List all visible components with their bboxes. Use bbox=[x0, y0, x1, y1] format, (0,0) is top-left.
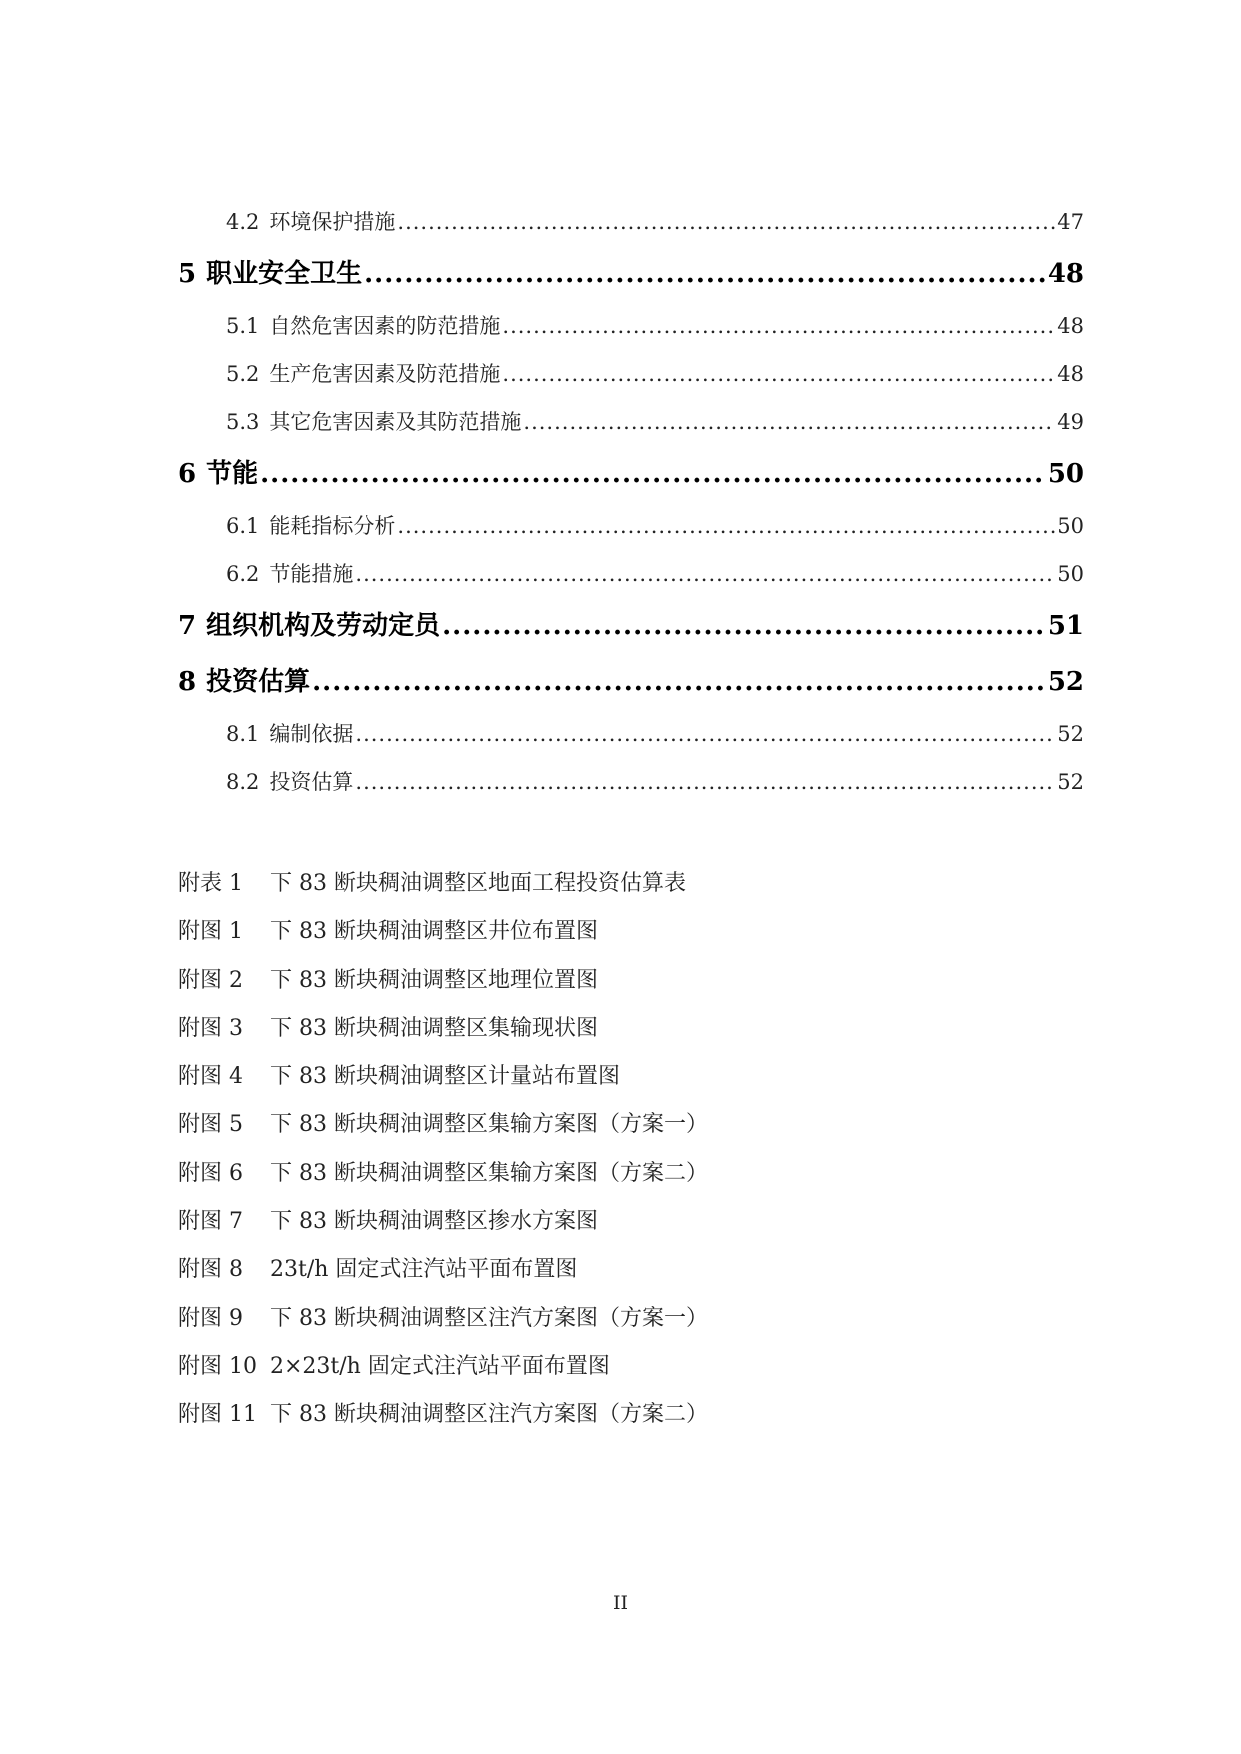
toc-chapter-number: 6 bbox=[178, 459, 197, 489]
appendix-label: 附图 11 bbox=[178, 1402, 257, 1428]
toc-entry-title: 节能措施 bbox=[269, 562, 354, 586]
toc-chapter-page: 48 bbox=[1047, 259, 1084, 289]
toc-entry-5-2[interactable] bbox=[178, 350, 1084, 398]
toc-entry-page: 48 bbox=[1057, 362, 1084, 386]
toc-entry-page: 47 bbox=[1057, 210, 1084, 234]
page-number: II bbox=[612, 1592, 628, 1614]
toc-chapter-number: 8 bbox=[178, 667, 197, 697]
appendix-item[interactable] bbox=[178, 1198, 1084, 1246]
toc-dot-leader bbox=[355, 710, 1055, 758]
toc-entry-title: 自然危害因素的防范措施 bbox=[269, 314, 501, 338]
toc-chapter-title: 节能 bbox=[206, 459, 259, 489]
toc-chapter-page: 50 bbox=[1047, 459, 1084, 489]
toc-entry-page: 52 bbox=[1057, 770, 1084, 794]
toc-dot-leader bbox=[260, 446, 1046, 502]
appendix-title: 下 83 断块稠油调整区集输现状图 bbox=[270, 1015, 598, 1041]
toc-chapter-page: 51 bbox=[1047, 611, 1084, 641]
toc-dot-leader bbox=[355, 550, 1055, 598]
toc-chapter-number: 5 bbox=[178, 259, 197, 289]
toc-chapter-7[interactable] bbox=[178, 598, 1084, 654]
toc-entry-number: 5.1 bbox=[226, 314, 260, 338]
toc-entry-page: 52 bbox=[1057, 722, 1084, 746]
toc-entry-number: 6.1 bbox=[226, 514, 260, 538]
appendix-label: 附图 5 bbox=[178, 1112, 243, 1138]
toc-entry-number: 4.2 bbox=[226, 210, 260, 234]
appendix-label: 附图 2 bbox=[178, 967, 243, 993]
toc-dot-leader bbox=[312, 654, 1046, 710]
toc-entry-title: 其它危害因素及其防范措施 bbox=[269, 410, 522, 434]
appendix-item[interactable] bbox=[178, 957, 1084, 1005]
appendix-title: 下 83 断块稠油调整区注汽方案图（方案一） bbox=[270, 1305, 708, 1331]
toc-entry-number: 5.3 bbox=[226, 410, 260, 434]
toc-dot-leader bbox=[364, 246, 1046, 302]
toc-entry-number: 6.2 bbox=[226, 562, 260, 586]
appendix-label: 附图 7 bbox=[178, 1209, 243, 1235]
toc-entry-8-2[interactable] bbox=[178, 758, 1084, 806]
appendix-item[interactable] bbox=[178, 860, 1084, 908]
appendix-title: 2×23t/h 固定式注汽站平面布置图 bbox=[270, 1353, 610, 1379]
appendix-item[interactable] bbox=[178, 1053, 1084, 1101]
appendix-label: 附图 3 bbox=[178, 1015, 243, 1041]
appendix-title: 下 83 断块稠油调整区地理位置图 bbox=[270, 967, 598, 993]
appendix-title: 下 83 断块稠油调整区集输方案图（方案二） bbox=[270, 1160, 708, 1186]
toc-chapter-5[interactable] bbox=[178, 246, 1084, 302]
toc-entry-6-1[interactable] bbox=[178, 502, 1084, 550]
toc-entry-page: 49 bbox=[1057, 410, 1084, 434]
toc-entry-page: 50 bbox=[1057, 562, 1084, 586]
appendix-label: 附表 1 bbox=[178, 871, 243, 896]
toc-dot-leader bbox=[502, 302, 1055, 350]
appendix-title: 下 83 断块稠油调整区井位布置图 bbox=[270, 919, 598, 945]
toc-entry-number: 5.2 bbox=[226, 362, 260, 386]
appendix-list bbox=[178, 860, 1084, 1440]
toc-dot-leader bbox=[502, 350, 1055, 398]
toc-entry-page: 48 bbox=[1057, 314, 1084, 338]
appendix-label: 附图 8 bbox=[178, 1257, 243, 1283]
toc-chapter-title: 组织机构及劳动定员 bbox=[206, 611, 441, 641]
appendix-item[interactable] bbox=[178, 1343, 1084, 1391]
toc-dot-leader bbox=[355, 758, 1055, 806]
appendix-label: 附图 4 bbox=[178, 1064, 243, 1090]
toc-entry-title: 能耗指标分析 bbox=[269, 514, 396, 538]
appendix-title: 下 83 断块稠油调整区计量站布置图 bbox=[270, 1064, 620, 1090]
toc-chapter-page: 52 bbox=[1047, 667, 1084, 697]
appendix-item[interactable] bbox=[178, 1295, 1084, 1343]
appendix-label: 附图 1 bbox=[178, 919, 243, 945]
toc-entry-6-2[interactable] bbox=[178, 550, 1084, 598]
toc-dot-leader bbox=[397, 502, 1055, 550]
toc-dot-leader bbox=[397, 198, 1055, 246]
toc-chapter-number: 7 bbox=[178, 611, 197, 641]
appendix-item[interactable] bbox=[178, 1101, 1084, 1149]
appendix-label: 附图 6 bbox=[178, 1160, 243, 1186]
toc-entry-title: 环境保护措施 bbox=[269, 210, 396, 234]
appendix-item[interactable] bbox=[178, 1246, 1084, 1294]
toc-entry-page: 50 bbox=[1057, 514, 1084, 538]
appendix-title: 下 83 断块稠油调整区集输方案图（方案一） bbox=[270, 1112, 708, 1138]
toc-entry-title: 投资估算 bbox=[269, 770, 354, 794]
appendix-label: 附图 9 bbox=[178, 1305, 243, 1331]
toc-entry-4-2[interactable] bbox=[178, 198, 1084, 246]
toc-entry-5-1[interactable] bbox=[178, 302, 1084, 350]
toc-entry-title: 生产危害因素及防范措施 bbox=[269, 362, 501, 386]
toc-chapter-title: 职业安全卫生 bbox=[206, 259, 363, 289]
toc-chapter-6[interactable] bbox=[178, 446, 1084, 502]
appendix-title: 下 83 断块稠油调整区注汽方案图（方案二） bbox=[270, 1402, 708, 1428]
toc-dot-leader bbox=[442, 598, 1046, 654]
appendix-title: 下 83 断块稠油调整区地面工程投资估算表 bbox=[270, 871, 686, 896]
toc-entry-8-1[interactable] bbox=[178, 710, 1084, 758]
toc-entry-5-3[interactable] bbox=[178, 398, 1084, 446]
toc-entry-number: 8.2 bbox=[226, 770, 260, 794]
appendix-item[interactable] bbox=[178, 908, 1084, 956]
toc-chapter-title: 投资估算 bbox=[206, 667, 311, 697]
appendix-title: 23t/h 固定式注汽站平面布置图 bbox=[270, 1257, 578, 1283]
toc-entry-number: 8.1 bbox=[226, 722, 260, 746]
toc-chapter-8[interactable] bbox=[178, 654, 1084, 710]
table-of-contents bbox=[178, 198, 1084, 806]
appendix-item[interactable] bbox=[178, 1005, 1084, 1053]
toc-entry-title: 编制依据 bbox=[269, 722, 354, 746]
toc-dot-leader bbox=[523, 398, 1055, 446]
appendix-item[interactable] bbox=[178, 1391, 1084, 1439]
appendix-item[interactable] bbox=[178, 1150, 1084, 1198]
appendix-label: 附图 10 bbox=[178, 1353, 257, 1379]
appendix-title: 下 83 断块稠油调整区掺水方案图 bbox=[270, 1209, 598, 1235]
